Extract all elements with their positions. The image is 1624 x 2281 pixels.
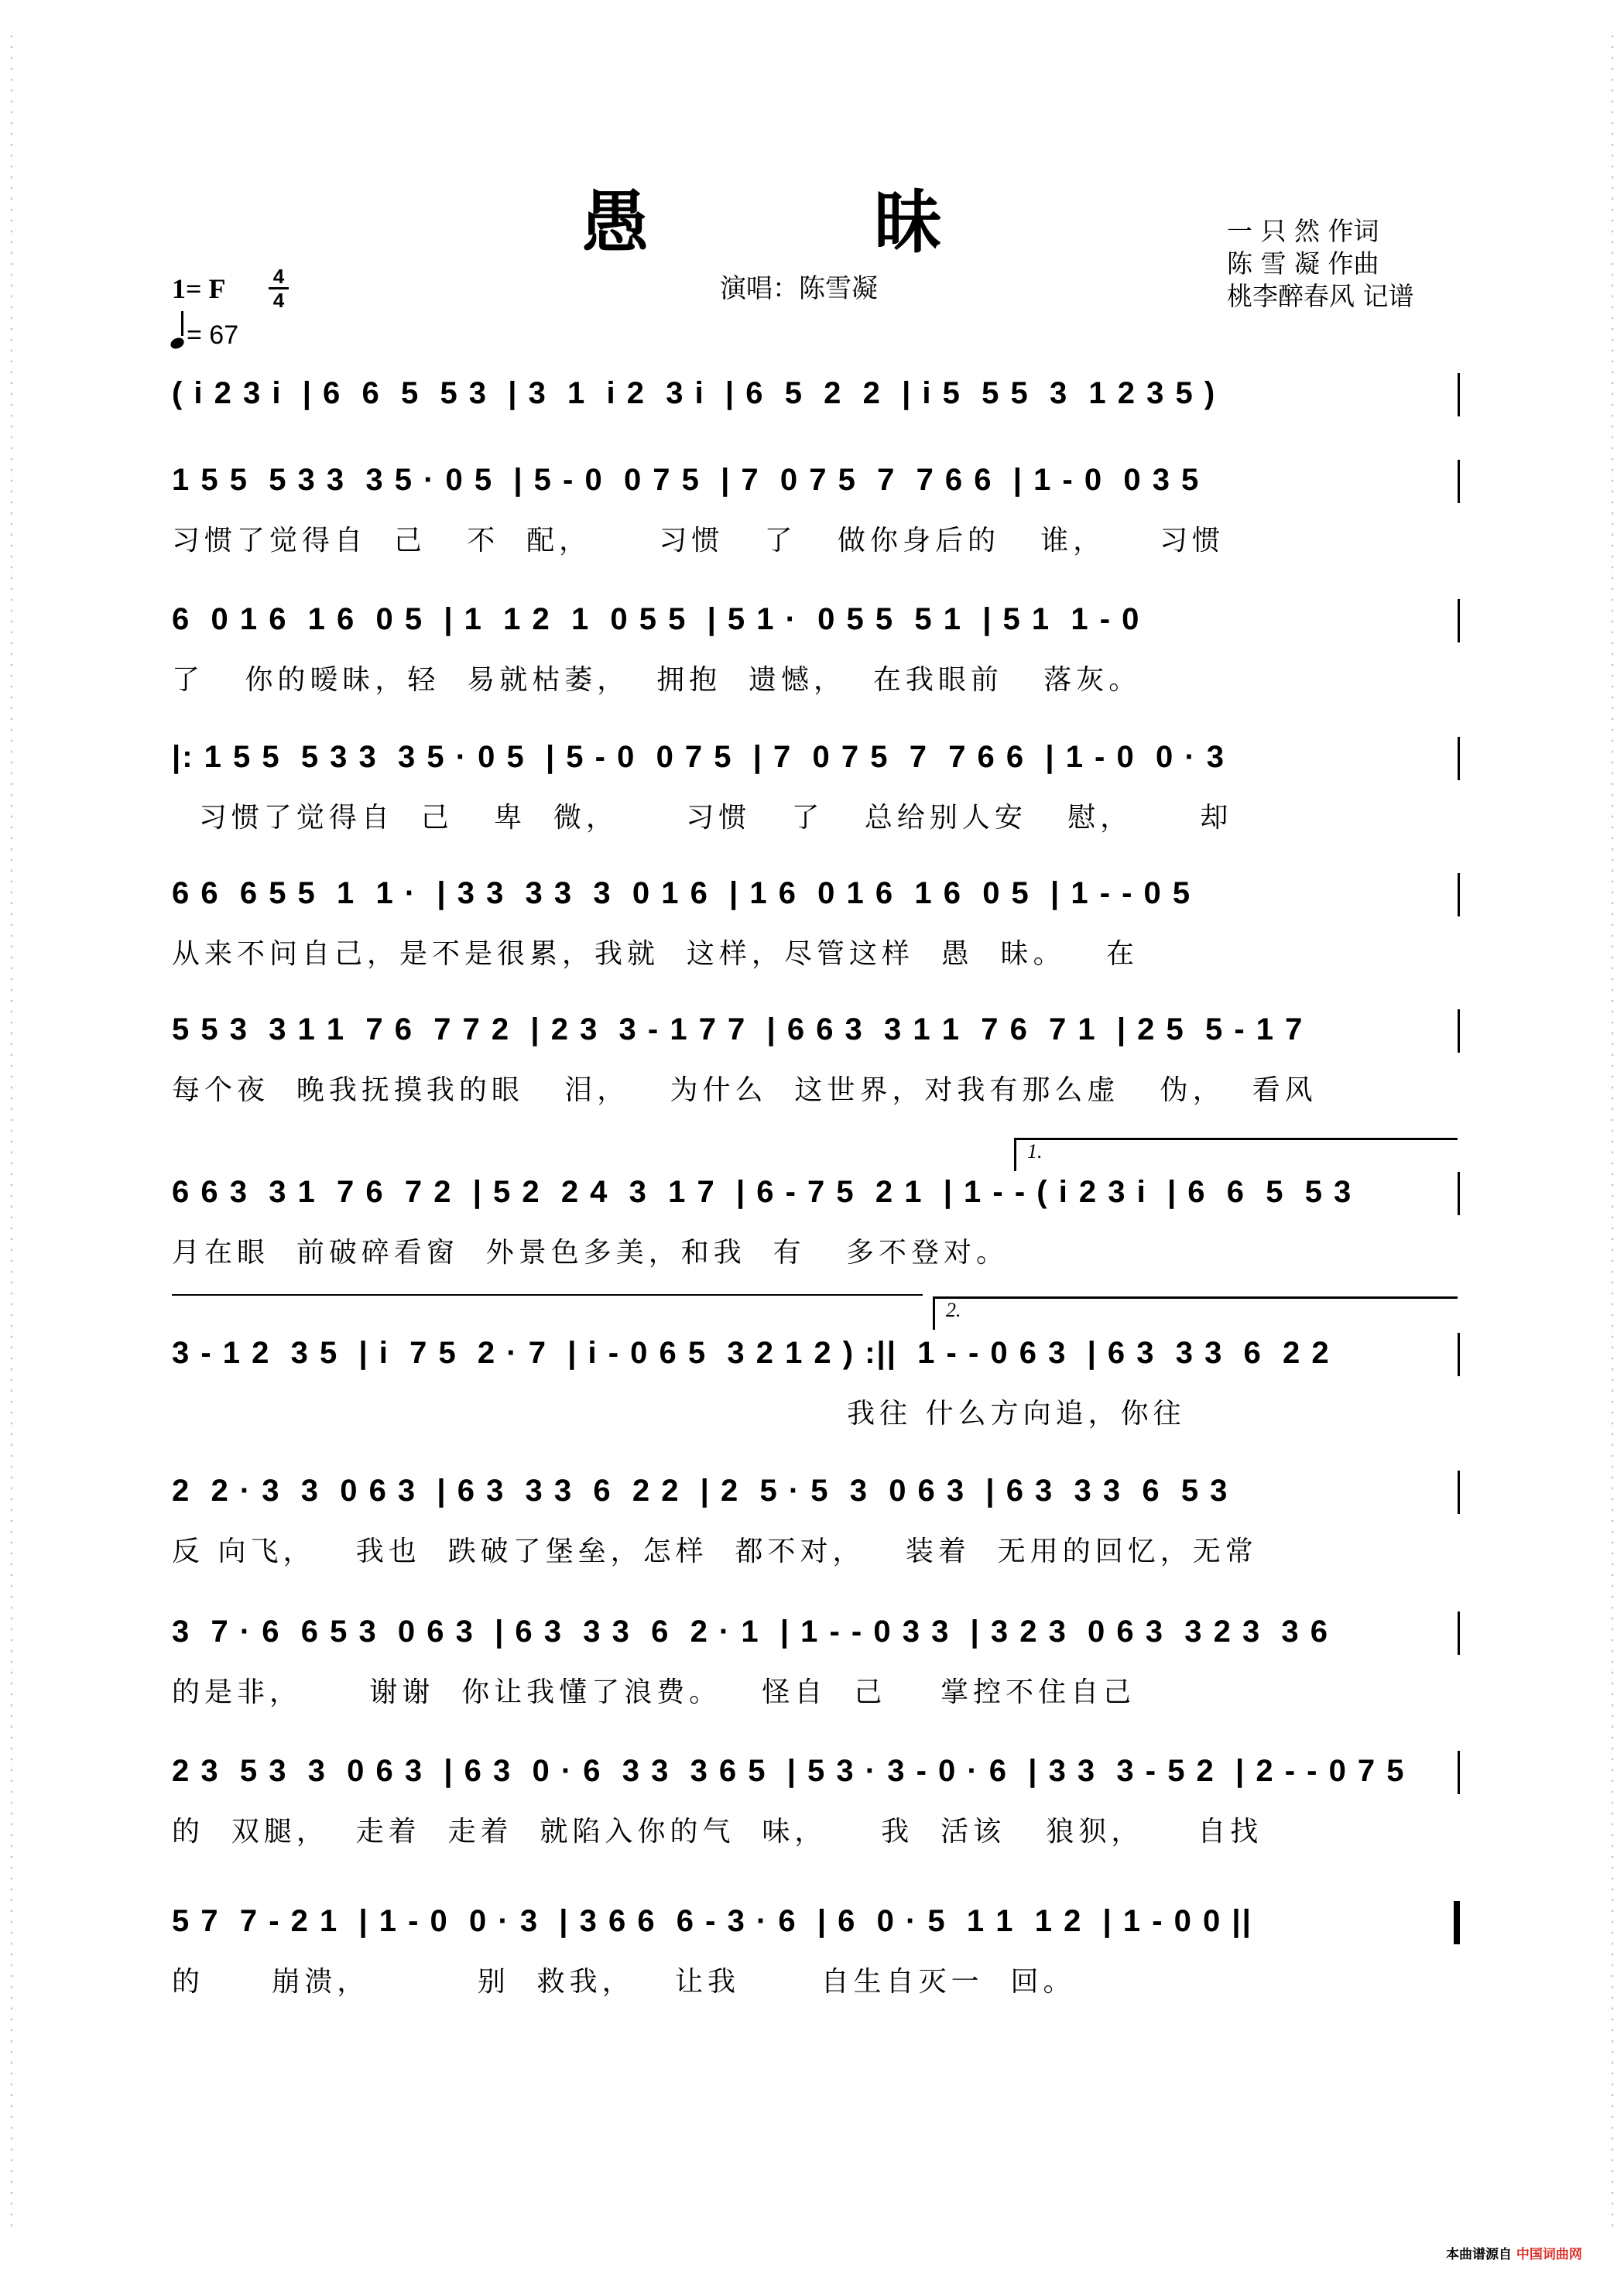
barline [1458, 460, 1460, 503]
time-signature [269, 266, 289, 310]
time-signature-bottom: 4 [272, 289, 285, 312]
barline [1458, 1009, 1460, 1053]
lyric-line: 的 崩溃， 别 救我， 让我 自生自灭一 回。 [172, 1966, 1076, 1998]
system-divider-line [172, 1294, 923, 1296]
lyricist-credit: 一 只 然 作词 [1227, 216, 1379, 246]
time-signature-top: 4 [272, 265, 285, 288]
barline [1458, 873, 1460, 916]
first-ending-bracket [1014, 1138, 1458, 1171]
barline [1458, 599, 1460, 642]
lyric-line: 反 向飞， 我也 跌破了堡垒，怎样 都不对， 装着 无用的回忆，无常 [172, 1536, 1258, 1567]
barline [1458, 1611, 1460, 1655]
singer: 演唱：陈雪凝 [720, 273, 878, 304]
left-margin-dots [6, 31, 17, 2235]
song-title: 愚 昧 [581, 182, 1043, 262]
notation-line: 5 7 7 - 2 1 | 1 - 0 0 · 3 | 3 6 6 6 - 3 · 6 | 6 0 · 5 1 1 1 2 | 1 - 0 0 || [172, 1904, 1252, 1938]
quarter-note-icon [169, 336, 186, 351]
notation-line: 5 5 3 3 1 1 7 6 7 7 2 | 2 3 3 - 1 7 7 | 6 6 3 3 1 1 7 6 7 1 | 2 5 5 - 1 7 [172, 1012, 1304, 1046]
key-signature: 1= F [172, 273, 226, 304]
tempo-value: = 67 [187, 320, 239, 350]
lyric-line: 习惯了觉得自 己 卑 微， 习惯 了 总给别人安 慰， 却 [172, 802, 1233, 834]
notation-line: ( i 2 3 i | 6 6 5 5 3 | 3 1 i 2 3 i | 6 5 2 2 | i 5 5 5 3 1 2 3 5 ) [172, 376, 1217, 410]
lyric-line: 的是非， 谢谢 你让我懂了浪费。 怪自 己 掌控不住自己 [172, 1677, 1136, 1708]
right-margin-dots [1607, 31, 1618, 2235]
lyric-line: 每个夜 晚我抚摸我的眼 泪， 为什么 这世界，对我有那么虚 伪， 看风 [172, 1074, 1317, 1106]
quarter-note-stem [181, 311, 183, 336]
barline [1458, 1471, 1460, 1514]
notation-line: 3 - 1 2 3 5 | i 7 5 2 · 7 | i - 0 6 5 3 2 1 2 ) :|| 1 - - 0 6 3 | 6 3 3 3 6 2 2 [172, 1336, 1331, 1370]
first-ending-label: 1. [1027, 1140, 1043, 1163]
lyric-line: 的 双腿， 走着 走着 就陷入你的气 味， 我 活该 狼狈， 自找 [172, 1816, 1263, 1848]
lyric-line: 我往 什么方向追，你往 [172, 1398, 1186, 1430]
notation-line: 6 6 3 3 1 7 6 7 2 | 5 2 2 4 3 1 7 | 6 - 7 5 2 1 | 1 - - ( i 2 3 i | 6 6 5 5 3 [172, 1175, 1353, 1209]
notation-line: 2 2 · 3 3 0 6 3 | 6 3 3 3 6 2 2 | 2 5 · 5 3 0 6 3 | 6 3 3 3 6 5 3 [172, 1474, 1229, 1508]
barline [1458, 1172, 1460, 1215]
lyric-line: 从来不问自己，是不是很累，我就 这样，尽管这样 愚 昧。 在 [172, 938, 1139, 970]
notation-line: 1 5 5 5 3 3 3 5 · 0 5 | 5 - 0 0 7 5 | 7 0 7 5 7 7 6 6 | 1 - 0 0 3 5 [172, 463, 1201, 497]
lyric-line: 月在眼 前破碎看窗 外景色多美，和我 有 多不登对。 [172, 1237, 1009, 1269]
notation-line: |: 1 5 5 5 3 3 3 5 · 0 5 | 5 - 0 0 7 5 | 7 0 7 5 7 7 6 6 | 1 - 0 0 · 3 [172, 740, 1225, 774]
notation-line: 2 3 5 3 3 0 6 3 | 6 3 0 · 6 3 3 3 6 5 | 5 3 · 3 - 0 · 6 | 3 3 3 - 5 2 | 2 - - 0 7 5 [172, 1754, 1406, 1788]
lyric-line: 了 你的暧昧，轻 易就枯萎， 拥抱 遗憾， 在我眼前 落灰。 [172, 664, 1142, 696]
transcriber-credit: 桃李醉春风 记谱 [1227, 281, 1414, 311]
barline [1458, 1333, 1460, 1376]
barline [1458, 373, 1460, 416]
source-footer [1446, 2243, 1582, 2262]
second-ending-bracket [933, 1296, 1458, 1330]
barline [1458, 1751, 1460, 1794]
lyric-line: 习惯了觉得自 己 不 配， 习惯 了 做你身后的 谁， 习惯 [172, 525, 1225, 557]
credits [1227, 215, 1414, 313]
final-barline [1454, 1901, 1460, 1944]
barline [1458, 737, 1460, 780]
tempo-marking [170, 319, 238, 351]
composer-credit: 陈 雪 凝 作曲 [1227, 248, 1379, 279]
notation-line: 6 6 6 5 5 1 1 · | 3 3 3 3 3 0 1 6 | 1 6 0 1 6 1 6 0 5 | 1 - - 0 5 [172, 876, 1192, 910]
footer-prefix: 本曲谱源自 [1446, 2247, 1512, 2262]
second-ending-label: 2. [946, 1299, 961, 1321]
notation-line: 6 0 1 6 1 6 0 5 | 1 1 2 1 0 5 5 | 5 1 · 0 5 5 5 1 | 5 1 1 - 0 [172, 602, 1141, 636]
notation-line: 3 7 · 6 6 5 3 0 6 3 | 6 3 3 3 6 2 · 1 | 1 - - 0 3 3 | 3 2 3 0 6 3 3 2 3 3 6 [172, 1615, 1330, 1649]
footer-brand-link[interactable]: 中国词曲网 [1516, 2247, 1582, 2262]
